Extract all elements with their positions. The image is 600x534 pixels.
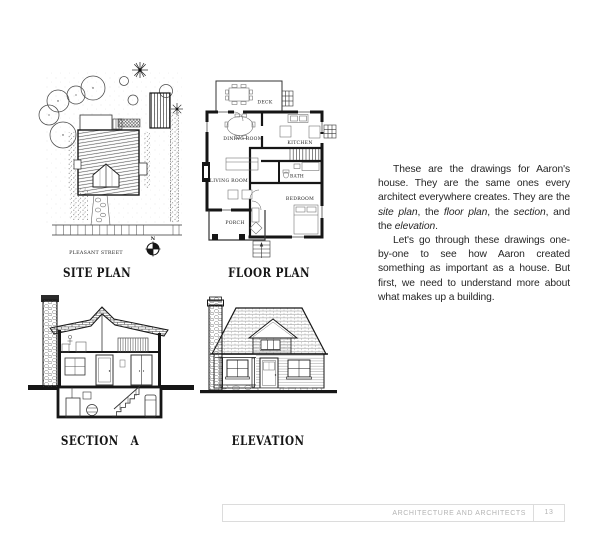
- dormer-window: [261, 340, 280, 350]
- chapter-label: ARCHITECTURE AND ARCHITECTS: [392, 509, 526, 517]
- section-drawing: [28, 292, 194, 428]
- furniture: [225, 114, 320, 234]
- room-label-bedroom: BEDROOM: [285, 197, 315, 202]
- floor-plan-title: FLOOR PLAN: [228, 266, 310, 281]
- room-label-bath: BATH: [289, 174, 305, 180]
- svg-text:N: N: [150, 236, 156, 242]
- porch-post: [212, 234, 218, 240]
- left-window: [226, 360, 250, 379]
- room-label-kitchen: KITCHEN: [287, 141, 313, 146]
- hedge-right: [170, 112, 179, 222]
- body-text: [378, 163, 570, 305]
- fence-trellis: [118, 119, 140, 127]
- ground-right: [161, 385, 194, 390]
- room-label-living: LIVING ROOM: [209, 179, 249, 184]
- deck-plan: [80, 115, 112, 130]
- deck-steps: [282, 91, 293, 106]
- side-steps: [324, 125, 336, 138]
- roof-section: [50, 307, 168, 336]
- page-number: 13: [533, 505, 564, 521]
- fireplace-hearth: [204, 166, 208, 178]
- site-plan-title: SITE PLAN: [63, 266, 131, 281]
- elevation-title: ELEVATION: [231, 434, 305, 449]
- chimney-section: [43, 300, 57, 387]
- side-porch: [139, 163, 147, 175]
- page-footer: [222, 504, 565, 522]
- sidewalk: [52, 225, 182, 235]
- main-floor-contents: [65, 355, 152, 385]
- paragraph-1: These are the drawings for Aaron's house. They are the same ones every architect everywhere creates. They are the site plan, the floor plan, the section, and the elevation.: [378, 164, 571, 232]
- room-label-dining: DINING ROOM: [223, 137, 263, 142]
- floor-plan-drawing: [202, 78, 346, 262]
- attic-contents: [62, 335, 148, 352]
- bay-window-plan: [74, 160, 81, 169]
- interior-walls: [249, 112, 322, 238]
- north-arrow-icon: [146, 236, 161, 257]
- shrubs-driveway: [144, 132, 150, 188]
- front-steps: [253, 241, 270, 258]
- garage-roof: [150, 93, 170, 128]
- paragraph-2: Let's go through these drawings one-by-one to see how Aaron created something as important as a house. But first, we need to understand more about what makes up a building.: [378, 235, 570, 303]
- section-title: SECTION A: [60, 434, 140, 449]
- elevation-drawing: [198, 291, 340, 423]
- chimney-elevation: [208, 297, 224, 390]
- basement-walls: [58, 387, 161, 417]
- right-window: [287, 360, 312, 379]
- room-label-porch: PORCH: [225, 221, 245, 226]
- site-plan-drawing: [36, 48, 190, 262]
- stairs: [290, 149, 319, 160]
- street-label: PLEASANT STREET: [69, 251, 123, 256]
- front-door: [258, 358, 280, 391]
- porch-column-2: [252, 358, 255, 387]
- porch-post-2: [239, 234, 245, 240]
- evergreen-tree-icon: [132, 62, 148, 78]
- room-label-deck: DECK: [257, 100, 273, 106]
